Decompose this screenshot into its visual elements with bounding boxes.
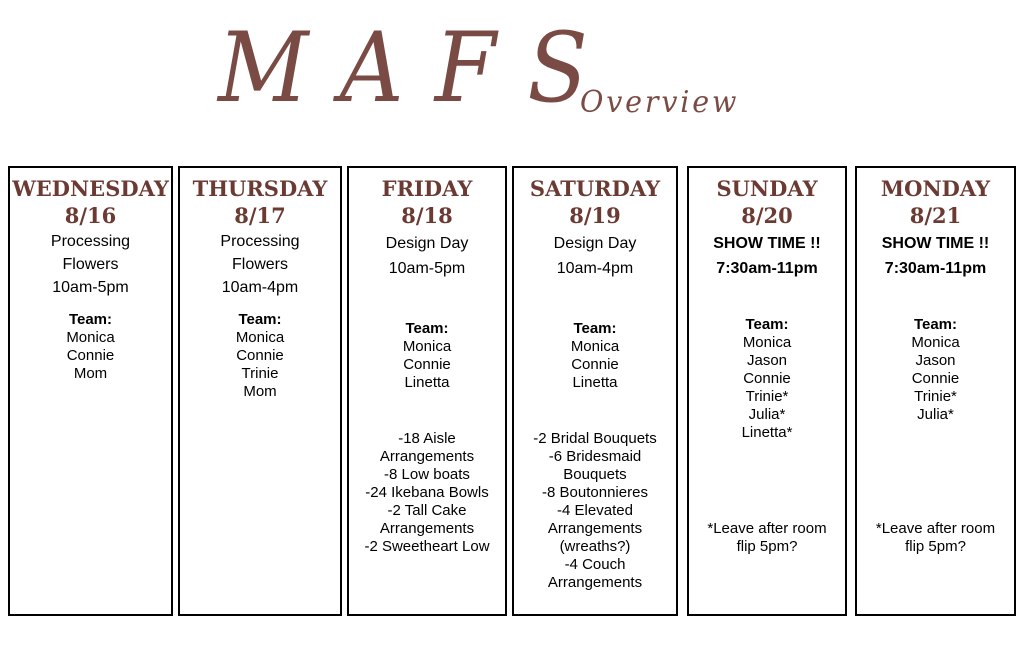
day-name: MONDAY [880,176,991,201]
task-item: -24 Ikebana Bowls [365,484,489,501]
task-item: Arrangements [547,574,643,591]
team-member: Monica [66,329,115,346]
team-label: Team: [238,311,282,328]
team-label: Team: [913,316,958,333]
task-item: -4 Elevated [557,502,633,519]
info-line: 10am-5pm [52,279,129,296]
team-member: Monica [402,338,452,355]
team-member: Connie [403,356,451,373]
day-name: THURSDAY [192,176,328,201]
team-member: Connie [743,370,791,387]
day-date: 8/16 [64,203,117,228]
task-item: -8 Boutonnieres [542,484,648,501]
team-section [180,311,340,401]
info-line: Design Day [553,235,637,252]
team-label: Team: [68,311,113,328]
day-date: 8/21 [909,203,962,228]
task-list [514,430,676,592]
team-member: Trinie [241,365,279,382]
schedule-info [857,232,1014,280]
task-item: -4 Couch [564,556,626,573]
day-column-wednesday [8,166,173,616]
task-item: -8 Low boats [384,466,470,483]
schedule-info [10,230,171,299]
task-item: Arrangements [379,448,475,465]
team-member: Connie [571,356,619,373]
team-label: Team: [405,320,449,337]
day-date: 8/19 [569,203,621,228]
team-section [514,320,676,392]
team-member: Trinie* [914,388,957,405]
info-line: Flowers [231,256,288,273]
info-line: 10am-4pm [221,279,299,296]
team-member: Connie [911,370,960,387]
team-section [349,320,505,392]
day-column-thursday [178,166,342,616]
day-column-friday [347,166,507,616]
info-line: Processing [50,233,131,250]
info-line: SHOW TIME !! [713,235,821,252]
day-name: SATURDAY [529,176,661,201]
schedule-info [180,230,340,299]
info-line: Processing [220,233,300,250]
task-item: -6 Bridesmaid [548,448,642,465]
schedule-info [689,232,845,280]
note-line: *Leave after room [875,520,996,537]
team-member: Monica [911,334,960,351]
day-date: 8/20 [741,203,793,228]
note [857,520,1014,556]
team-member: Mom [243,383,277,400]
team-member: Linetta [572,374,618,391]
day-column-sunday [687,166,847,616]
team-member: Monica [742,334,792,351]
task-item: -18 Aisle [398,430,456,447]
team-label: Team: [745,316,789,333]
info-line: Flowers [62,256,119,273]
info-line: 10am-4pm [556,260,634,277]
day-date: 8/17 [234,203,286,228]
team-section [10,311,171,383]
team-member: Julia* [917,406,954,423]
team-section [857,316,1014,424]
info-line: 7:30am-11pm [716,260,818,277]
day-name: FRIDAY [381,176,473,201]
note-line: flip 5pm? [736,538,798,555]
info-line: 7:30am-11pm [884,260,987,277]
task-item: Arrangements [379,520,475,537]
task-item: -2 Tall Cake [387,502,467,519]
team-member: Julia* [748,406,786,423]
team-member: Connie [236,347,284,364]
team-member: Linetta [404,374,450,391]
team-member: Connie [66,347,115,364]
title-overview: Overview [580,85,740,120]
team-section [689,316,845,442]
page-title [210,8,770,133]
team-member: Jason [915,352,956,369]
team-member: Trinie* [745,388,789,405]
task-list [349,430,505,556]
team-label: Team: [573,320,617,337]
day-column-monday [855,166,1016,616]
team-member: Monica [235,329,285,346]
task-item: -2 Bridal Bouquets [533,430,657,447]
team-member: Monica [570,338,620,355]
info-line: 10am-5pm [388,260,466,277]
day-name: WEDNESDAY [12,176,169,201]
task-item: (wreaths?) [559,538,631,555]
info-line: Design Day [385,235,469,252]
day-name: SUNDAY [716,176,818,201]
schedule-info [349,232,505,280]
day-date: 8/18 [401,203,453,228]
info-line: SHOW TIME !! [881,235,990,252]
task-item: -2 Sweetheart Low [364,538,490,555]
note [689,520,845,556]
note-line: *Leave after room [707,520,827,537]
team-member: Mom [73,365,108,382]
team-member: Jason [746,352,788,369]
task-item: Bouquets [563,466,627,483]
title-mafs: MAFS [218,12,620,124]
schedule-info [514,232,676,280]
team-member: Linetta* [741,424,793,441]
task-item: Arrangements [547,520,643,537]
note-line: flip 5pm? [905,538,966,555]
day-column-saturday [512,166,678,616]
